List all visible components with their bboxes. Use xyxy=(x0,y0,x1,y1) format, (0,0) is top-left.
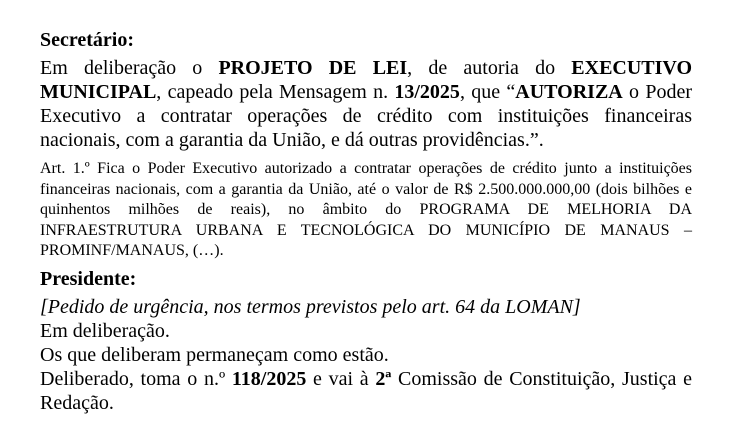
text-segment: e vai à xyxy=(306,367,376,390)
bold-segment-law-number: 118/2025 xyxy=(231,367,307,390)
result-paragraph xyxy=(40,367,692,415)
text-segment: Em deliberação o xyxy=(40,57,219,79)
stand-as-is-line: Os que deliberam permaneçam como estão. xyxy=(40,343,389,366)
bold-segment-executivo-municipal: EXECUTIVO MUNICIPAL xyxy=(40,57,693,103)
deliberation-status-line: Em deliberação. xyxy=(40,319,170,342)
text-segment: Deliberado, toma o n.º xyxy=(40,367,232,390)
bold-segment-mensagem-number: 13/2025 xyxy=(394,81,460,103)
urgency-note: [Pedido de urgência, nos termos previstos pelo art. 64 da LOMAN] xyxy=(40,295,581,318)
president-heading: Presidente: xyxy=(40,267,137,290)
text-segment: , que “ xyxy=(459,81,516,103)
text-segment: o Poder Executivo a contratar operações de crédito com instituições financeiras nacionais, com a garantia da União, e dá outras providências.”. xyxy=(40,81,692,151)
text-segment: Comissão de Constituição, Justiça e Redação. xyxy=(40,367,693,414)
bold-segment-commission-number: 2ª xyxy=(375,367,392,390)
text-segment: , de autoria do xyxy=(407,57,572,79)
bold-segment-projeto-de-lei: PROJETO DE LEI xyxy=(218,57,408,79)
law-excerpt-paragraph: Art. 1.º Fica o Poder Executivo autorizado a contratar operações de crédito junto a instituições financeiras nacionais, com a garantia da União, até o valor de R$ 2.500.000.000,00 (dois bilhões e quinhentos milhões de reais), no âmbito do PROGRAMA DE MELHORIA DA INFRAESTRUTURA URBANA E TECNOLÓGICA DO MUNICÍPIO DE MANAUS – PROMINF/MANAUS, (…). xyxy=(40,160,692,259)
secretary-heading: Secretário: xyxy=(40,29,135,51)
bold-segment-autoriza: AUTORIZA xyxy=(515,81,623,103)
text-segment: , capeado pela Mensagem n. xyxy=(156,81,395,103)
deliberation-paragraph xyxy=(40,56,692,152)
